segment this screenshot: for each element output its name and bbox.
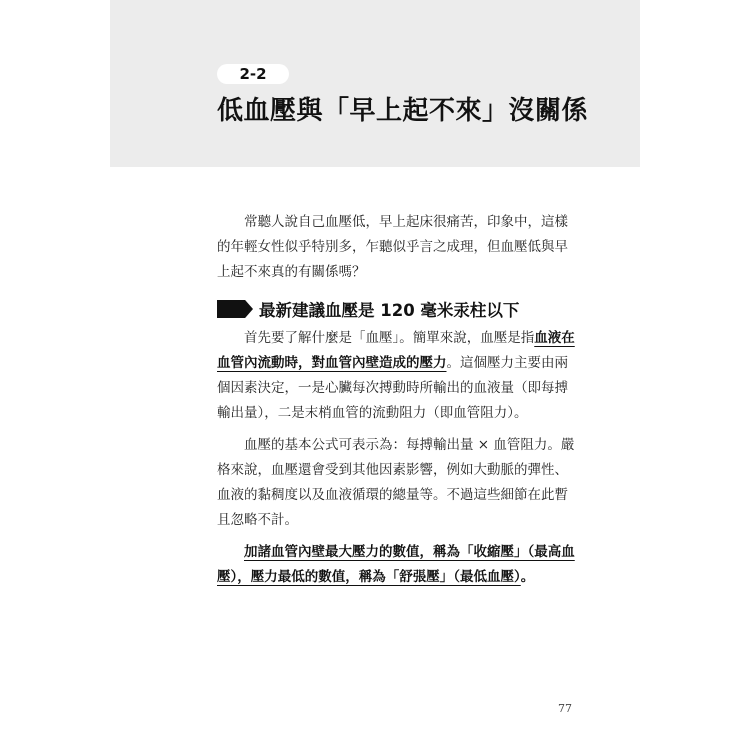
p3-end: 。 xyxy=(520,569,535,585)
chapter-header-band xyxy=(110,0,640,167)
subheading-text: 最新建議血壓是 120 毫米汞柱以下 xyxy=(259,301,520,320)
arrow-marker-icon xyxy=(217,300,253,318)
p1-start: 首先要了解什麼是「血壓」。簡單來說，血壓是指 xyxy=(244,330,535,346)
p1-emphasis: 血液在血管內流動時，對血管內壁造成的壓力 xyxy=(217,330,575,371)
body-paragraph-3 xyxy=(217,540,577,590)
chapter-title: 低血壓與「早上起不來」沒關係 xyxy=(217,96,589,126)
p1-end: 。這個壓力主要由兩個因素決定，一是心臟每次搏動時所輸出的血液量（即每搏輸出量），二是末梢血管的流動阻力（即血管阻力）。 xyxy=(217,355,568,421)
body-paragraph-1 xyxy=(217,326,577,426)
intro-paragraph: 常聽人說自己血壓低，早上起床很痛苦，印象中，這樣的年輕女性似乎特別多，乍聽似乎言之成理，但血壓低與早上起不來真的有關係嗎？ xyxy=(217,214,568,280)
body-paragraph-2: 血壓的基本公式可表示為：每搏輸出量 × 血管阻力。嚴格來說，血壓還會受到其他因素影響，例如大動脈的彈性、血液的黏稠度以及血液循環的總量等。不過這些細節在此暫且忽略不計。 xyxy=(217,437,575,528)
intro-block xyxy=(217,210,577,285)
subheading xyxy=(217,296,519,322)
p3-emphasis: 加諸血管內壁最大壓力的數值，稱為「收縮壓」（最高血壓），壓力最低的數值，稱為「舒張壓」（最低血壓） xyxy=(217,544,575,585)
section-number-badge: 2-2 xyxy=(217,64,289,84)
page-number: 77 xyxy=(558,702,572,715)
body-text xyxy=(217,326,577,597)
